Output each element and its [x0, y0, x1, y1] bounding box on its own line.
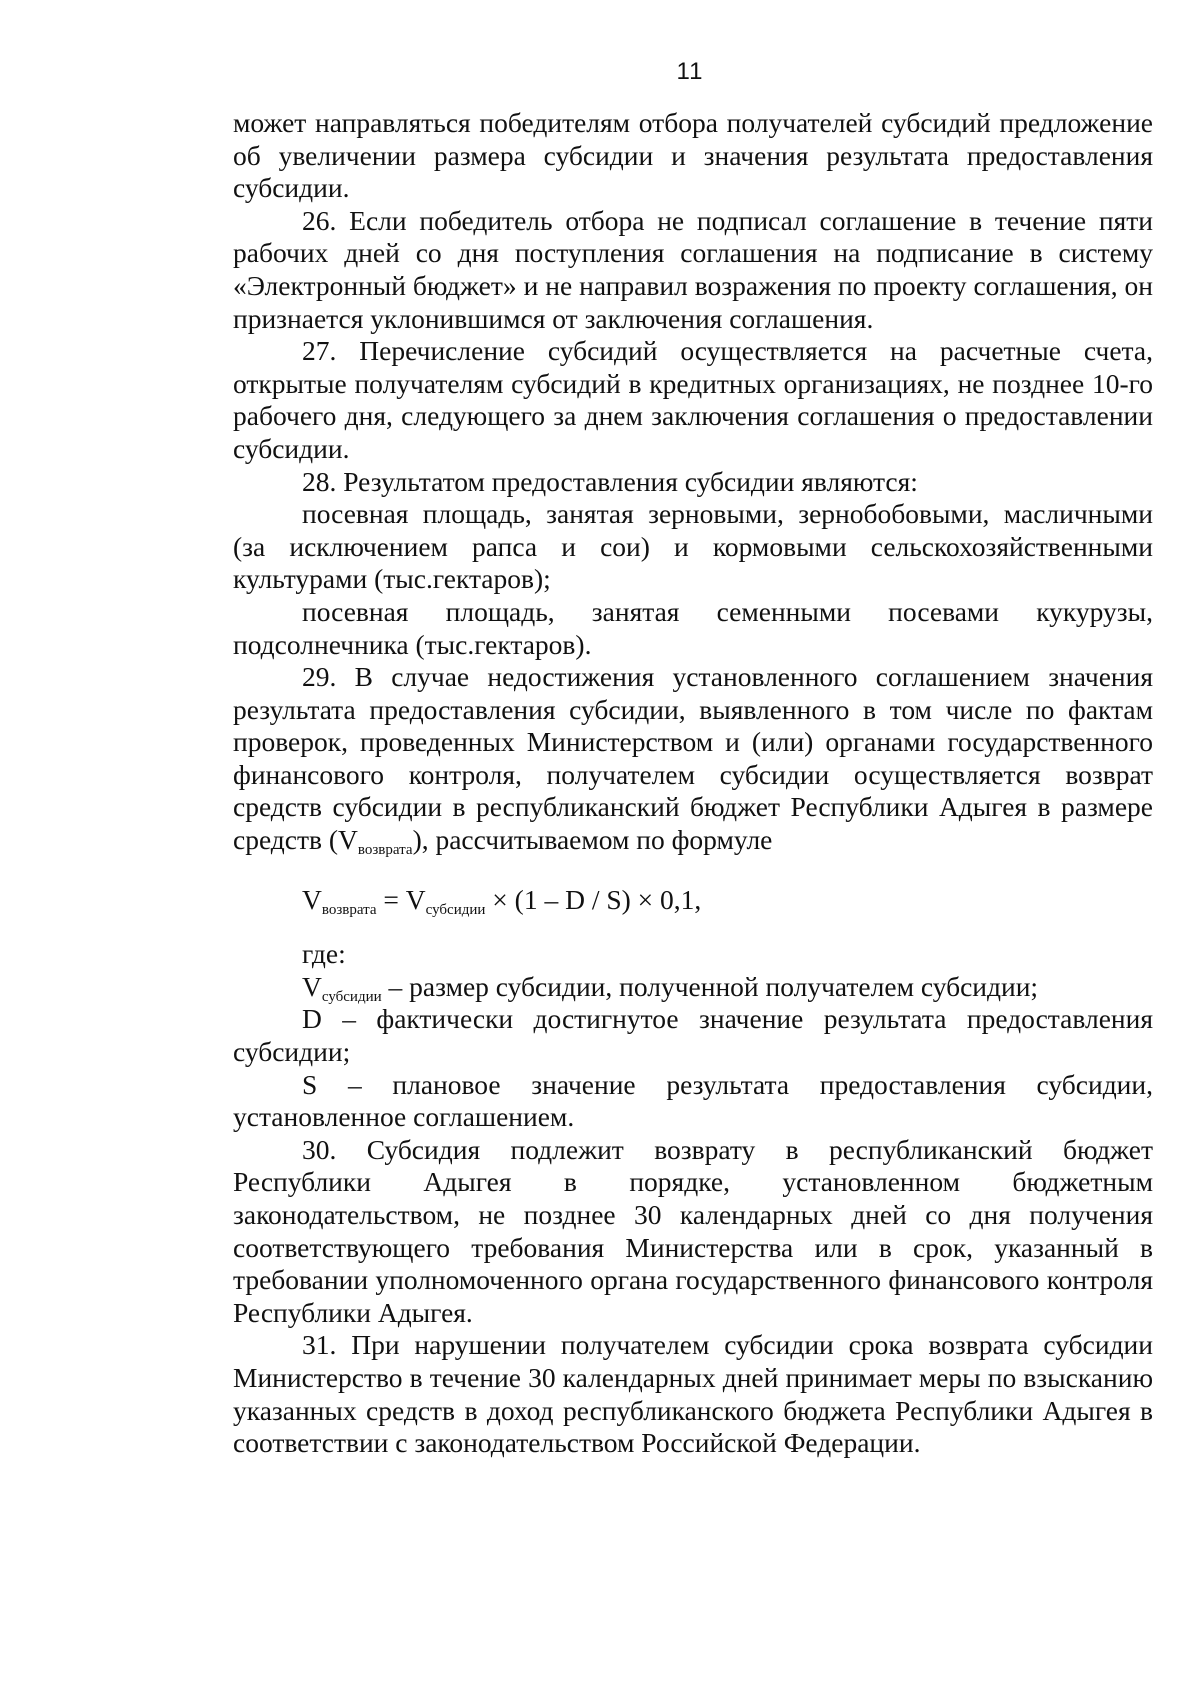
definition-d: D – фактически достигнутое значение результата предоставления субсидии;	[233, 1003, 1153, 1068]
where-label: где:	[302, 938, 346, 970]
paragraph-29-text-a: 29. В случае недостижения установленного соглашением значения результата предоставления субсидии, выявленного в том числе по фактам проверок, проведенных Министерством и (или) органами государственного финансового контроля, получателем субсидии осуществляется возврат средств субсидии в республиканский бюджет Республики Адыгея в размере средств (V	[233, 661, 1153, 856]
definition-s: S – плановое значение результата предоставления субсидии, установленное соглашением.	[233, 1068, 1153, 1133]
definition-v-symbol: V	[302, 970, 322, 1002]
paragraph-29-text-b: ), рассчитываемом по формуле	[412, 824, 773, 856]
paragraph-28-item-1: посевная площадь, занятая зерновыми, зернобобовыми, масличными (за исключением рапса и сои) и кормовыми сельскохозяйственными культурами (тыс.гектаров);	[233, 498, 1153, 595]
paragraph-27: 27. Перечисление субсидий осуществляется на расчетные счета, открытые получателям субсидий в кредитных организациях, не позднее 10-го рабочего дня, следующего за днем заключения соглашения о предоставлении субсидии.	[233, 335, 1153, 464]
definition-v-subsidy	[233, 971, 1153, 1004]
paragraph-26: 26. Если победитель отбора не подписал соглашение в течение пяти рабочих дней со дня поступления соглашения на подписание в систему «Электронный бюджет» и не направил возражения по проекту соглашения, он признается уклонившимся от заключения соглашения.	[233, 204, 1153, 334]
page-number: 11	[676, 58, 704, 85]
paragraph-28: 28. Результатом предоставления субсидии являются:	[302, 465, 918, 497]
paragraph-31: 31. При нарушении получателем субсидии срока возврата субсидии Министерство в течение 30 календарных дней принимает меры по взысканию указанных средств в доход республиканского бюджета Республики Адыгея в соответствии с законодательством Российской Федерации.	[233, 1329, 1153, 1459]
definition-v-subscript: субсидии	[321, 988, 382, 1005]
paragraph-30: 30. Субсидия подлежит возврату в республиканский бюджет Республики Адыгея в порядке, установленном бюджетным законодательством, не позднее 30 календарных дней со дня получения соответствующего требования Министерства или в срок, указанный в требовании уполномоченного органа государственного финансового контроля Республики Адыгея.	[233, 1133, 1153, 1328]
paragraph-29	[233, 661, 1153, 857]
formula-rest: × (1 – D / S) × 0,1,	[485, 883, 702, 915]
formula-equals: = V	[376, 883, 426, 915]
definition-v-text: – размер субсидии, полученной получателем субсидии;	[381, 970, 1039, 1002]
paragraph-28-item-2: посевная площадь, занятая семенными посевами кукурузы, подсолнечника (тыс.гектаров).	[233, 595, 1153, 660]
refund-formula	[233, 884, 1153, 917]
formula-rhs-subscript: субсидии	[425, 901, 486, 918]
formula-lhs-v: V	[302, 883, 322, 915]
paragraph-29-subscript: возврата	[357, 842, 413, 859]
paragraph-25-continuation: может направляться победителям отбора получателей субсидий предложение об увеличении размера субсидии и значения результата предоставления субсидии.	[233, 107, 1153, 204]
formula-lhs-subscript: возврата	[321, 901, 377, 918]
document-body	[233, 107, 1153, 1460]
